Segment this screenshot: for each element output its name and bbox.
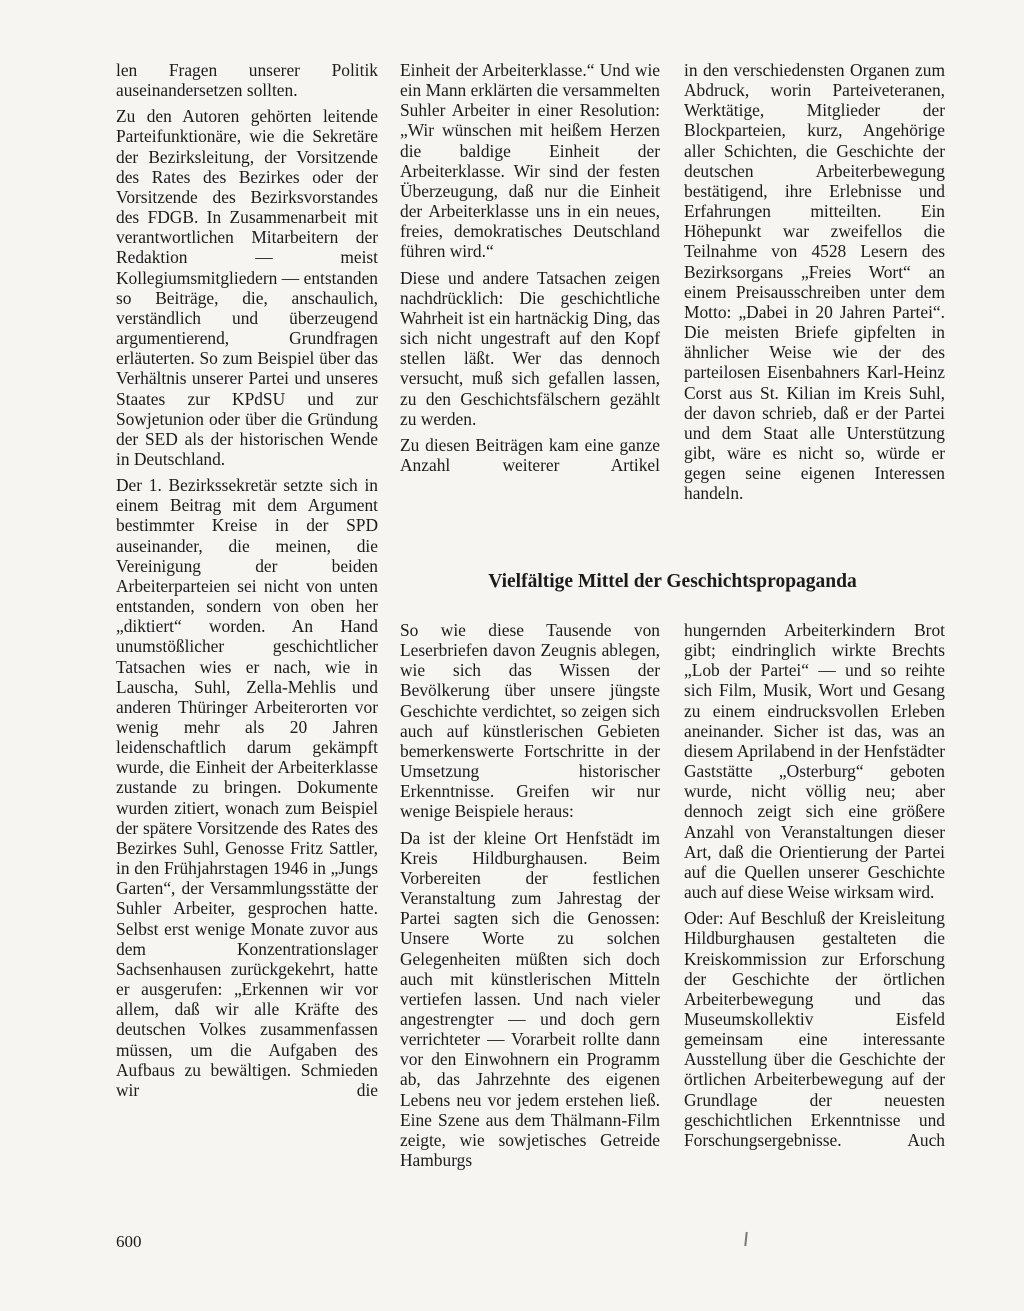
paragraph: Diese und andere Tatsachen zeigen nachdrücklich: Die geschichtliche Wahrheit ist ein hartnäckig Ding, das sich nicht ungestraft auf den Kopf stellen läßt. Wer das dennoch versucht, muß sich gefallen lassen, zu den Geschichtsfälschern gezählt zu werden.: [400, 267, 660, 429]
paragraph: Der 1. Bezirkssekretär setzte sich in einem Beitrag mit dem Argument bestimmter Kreise in der SPD auseinander, die meinen, die Vereinigung der beiden Arbeiterparteien sei nicht von unten entstanden, sondern von oben her „diktiert“ worden. An Hand unumstößlicher geschichtlicher Tatsachen wies er nach, wie in Lauscha, Suhl, Zella-Mehlis und anderen Thüringer Arbeiterorten vor wenig mehr als 20 Jahren leidenschaftlich darum gekämpft wurde, die Einheit der Arbeiterklasse zustande zu bringen. Dokumente wurden zitiert, wonach zum Beispiel der spätere Vorsitzende des Rates des Bezirkes Suhl, Genosse Fritz Sattler, in den Frühjahrstagen 1946 in „Jungs Garten“, der Versammlungsstätte der Suhler Arbeiter, gesprochen hatte. Selbst erst wenige Monate zuvor aus dem Konzentrationslager Sachsenhausen zurückgekehrt, hatte er ausgerufen: „Erkennen wir vor allem, daß wir alle Kräfte des deutschen Volkes zusammenfassen müssen, um die Aufgaben des Aufbaus zu bewältigen. Schmieden wir die: [116, 475, 378, 1100]
paragraph: hungernden Arbeiterkindern Brot gibt; eindringlich wirkte Brechts „Lob der Partei“ — und so reihte sich Film, Musik, Wort und Gesang zu einem eindrucksvollen Erleben aneinander. Sicher ist das, was an diesem Aprilabend in der Henfstädter Gaststätte „Osterburg“ geboten wurde, nicht völlig neu; aber dennoch zeigt sich eine größere Anzahl von Veranstaltungen dieser Art, daß die Orientierung der Partei auf die Quellen unserer Geschichte auch auf diese Weise wirksam wird.: [684, 620, 945, 903]
paragraph: Einheit der Arbeiterklasse.“ Und wie ein Mann erklärten die versammelten Suhler Arbeiter in einer Resolution: „Wir wünschen mit heißem Herzen die baldige Einheit der Arbeiterklasse. Wir sind der festen Überzeugung, daß nur die Einheit der Arbeiterklasse uns in ein neues, freies, demokratisches Deutschland führen wird.“: [400, 60, 660, 262]
paragraph: So wie diese Tausende von Leserbriefen davon Zeugnis ablegen, wie sich das Wissen der Bevölkerung über unsere jüngste Geschichte verdichtet, so zeigen sich auch auf künstlerischen Gebieten bemerkenswerte Fortschritte in der Umsetzung historischer Erkenntnisse. Greifen wir nur wenige Beispiele heraus:: [400, 620, 660, 822]
paragraph: in den verschiedensten Organen zum Abdruck, worin Parteiveteranen, Werktätige, Mitglieder der Blockparteien, kurz, Angehörige aller Schichten, die Geschichte der deutschen Arbeiterbewegung bestätigend, ihre Erlebnisse und Erfahrungen mitteilten. Ein Höhepunkt war zweifellos die Teilnahme von 4528 Lesern des Bezirksorgans „Freies Wort“ an einem Preisausschreiben unter dem Motto: „Dabei in 20 Jahren Partei“. Die meisten Briefe gipfelten in ähnlicher Weise wie der des parteilosen Eisenbahners Karl-Heinz Corst aus St. Kilian im Kreis Suhl, der davon schrieb, daß er der Partei und dem Staat alle Unterstützung gibt, wäre es nicht so, würde er gegen seine eigenen Interessen handeln.: [684, 60, 945, 504]
paragraph: len Fragen unserer Politik auseinandersetzen sollten.: [116, 60, 378, 101]
section-heading: Vielfältige Mittel der Geschichtspropaganda: [488, 571, 857, 592]
page-number: 600: [116, 1232, 142, 1251]
paragraph: Zu diesen Beiträgen kam eine ganze Anzahl weiterer Artikel: [400, 434, 660, 475]
paragraph: Zu den Autoren gehörten leitende Parteifunktionäre, wie die Sekretäre der Bezirksleitung, der Vorsitzende des Rates des Bezirkes oder der Vorsitzende des Bezirksvorstandes des FDGB. In Zusammenarbeit mit verantwortlichen Mitarbeitern der Redaktion — meist Kollegiumsmitgliedern — entstanden so Beiträge, die, anschaulich, verständlich und überzeugend argumentierend, Grundfragen erläuterten. So zum Beispiel über das Verhältnis unserer Partei und unseres Staates zur KPdSU und zur Sowjetunion oder über die Gründung der SED als der historischen Wende in Deutschland.: [116, 106, 378, 469]
paragraph: Oder: Auf Beschluß der Kreisleitung Hildburghausen gestalteten die Kreiskommission zur Erforschung der Geschichte der örtlichen Arbeiterbewegung und das Museumskollektiv Eisfeld gemeinsam eine interessante Ausstellung über die Geschichte der örtlichen Arbeiterbewegung auf der Grundlage der neuesten geschichtlichen Erkenntnisse und Forschungsergebnisse. Auch: [684, 908, 945, 1150]
text-column-1: [116, 60, 378, 1106]
text-column-5: [684, 620, 945, 1156]
print-speck: [744, 1232, 747, 1246]
text-column-4: [400, 620, 660, 1176]
text-column-2: [400, 60, 660, 481]
text-column-3: [684, 60, 945, 509]
paragraph: Da ist der kleine Ort Henfstädt im Kreis Hildburghausen. Beim Vorbereiten der festlichen Veranstaltung zum Jahrestag der Partei sagten sich die Genossen: Unsere Worte zu solchen Gelegenheiten müßten sich doch auch mit künstlerischen Mitteln vertiefen lassen. Und nach vieler angestrengter — und doch gern verrichteter — Vorarbeit rollte dann vor den Einwohnern ein Programm ab, das Jahrzehnte des eigenen Lebens neu vor jedem erstehen ließ. Eine Szene aus dem Thälmann-Film zeigte, wie sowjetisches Getreide Hamburgs: [400, 827, 660, 1171]
